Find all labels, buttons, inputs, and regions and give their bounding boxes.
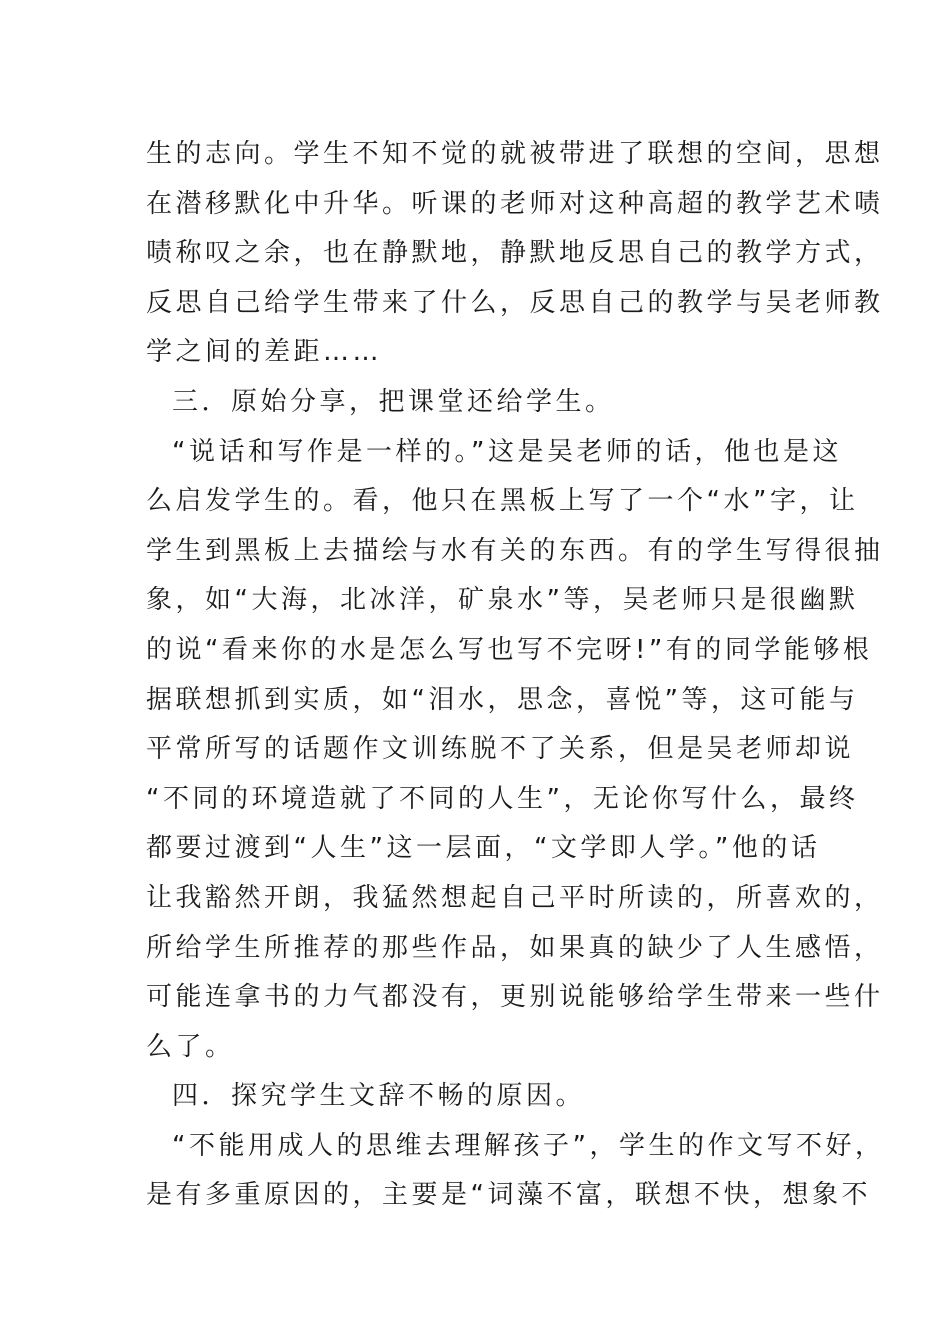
text-line: 么了。: [146, 1031, 235, 1062]
text-line: 啧称叹之余，也在静默地，静默地反思自己的教学方式，: [146, 238, 884, 269]
text-line: 可能连拿书的力气都没有，更别说能够给学生带来一些什: [146, 982, 884, 1013]
text-line: 都要过渡到“人生”这一层面，“文学即人学。”他的话: [146, 833, 821, 864]
text-line: “不能用成人的思维去理解孩子”，学生的作文写不好，: [172, 1130, 885, 1161]
text-line: 据联想抓到实质，如“泪水，思念，喜悦”等，这可能与: [146, 684, 859, 715]
text-line: 象，如“大海，北冰洋，矿泉水”等，吴老师只是很幽默: [146, 585, 859, 616]
section-heading-4: 四．探究学生文辞不畅的原因。: [172, 1081, 586, 1112]
text-line: 学生到黑板上去描绘与水有关的东西。有的学生写得很抽: [146, 535, 884, 566]
document-body: [146, 130, 885, 1221]
text-line: 平常所写的话题作文训练脱不了关系，但是吴老师却说: [146, 734, 855, 765]
text-line: 是有多重原因的，主要是“词藻不富，联想不快，想象不: [146, 1180, 871, 1211]
text-line: 在潜移默化中升华。听课的老师对这种高超的教学艺术啧: [146, 188, 884, 219]
text-line: 么启发学生的。看，他只在黑板上写了一个“水”字，让: [146, 486, 859, 517]
text-line: 的说“看来你的水是怎么写也写不完呀!”有的同学能够根: [146, 634, 873, 665]
text-line: “说话和写作是一样的。”这是吴老师的话，他也是这: [172, 436, 842, 467]
text-line: 反思自己给学生带来了什么，反思自己的教学与吴老师教: [146, 287, 884, 318]
text-line: 让我豁然开朗，我猛然想起自己平时所读的，所喜欢的，: [146, 882, 884, 913]
text-line: 所给学生所推荐的那些作品，如果真的缺少了人生感悟，: [146, 932, 884, 963]
section-heading-3: 三．原始分享，把课堂还给学生。: [172, 386, 615, 417]
text-line: 学之间的差距……: [146, 337, 383, 368]
text-line: 生的志向。学生不知不觉的就被带进了联想的空间，思想: [146, 139, 884, 169]
text-line: “不同的环境造就了不同的人生”，无论你写什么，最终: [146, 783, 859, 814]
